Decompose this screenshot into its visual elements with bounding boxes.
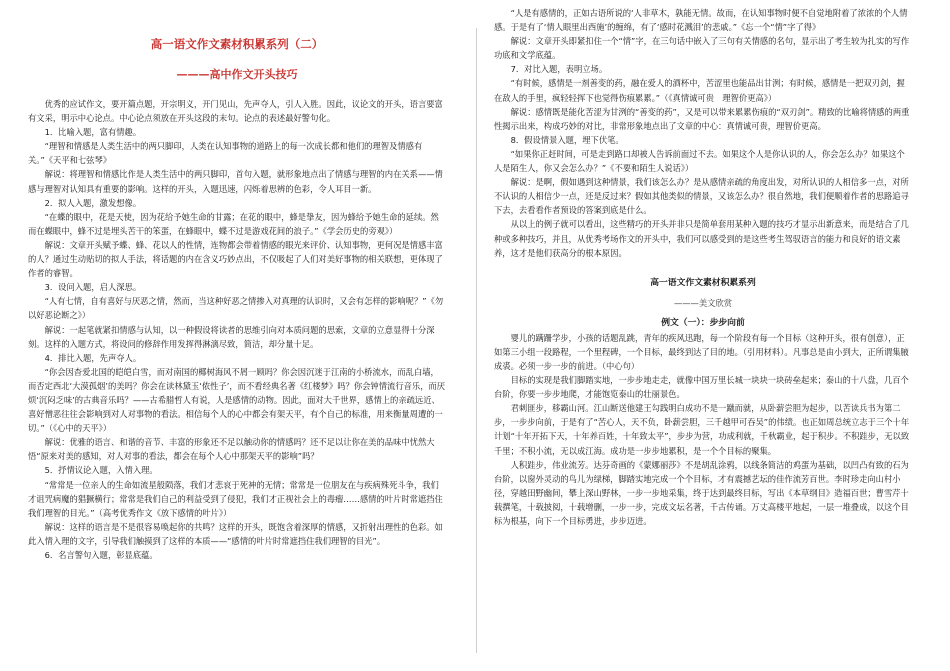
example-title: 例文（一）：步步向前 [661, 318, 745, 329]
method-2-note: 解说：文章开头赋予蝶、蜂、花以人的性情，连物都会带着情感的眼光来评价、认知事物，更何况是情感丰富的人？通过生动贴切的拟人手法，将话题的内在含义巧妙点出，不仅吸起了人们对美好事物的相关联想，更体现了作者的睿智。 [28, 239, 443, 279]
method-6-note: 解说：文章开头即紧扣住一个“情”字，在三句话中嵌入了三句有关情感的名句，显示出了考生较为扎实的写作功底和文学底蕴。 [494, 36, 910, 61]
method-7-note: 解说：感情既是能化苦涩为甘洌的“善变的药”，又是可以带来累累伤痕的“双刃剑”。精致的比喻将情感的两重性揭示出来，构成巧妙的对比，非常形象地点出了文章的中心：真情诚可贵，理智价更高。 [494, 106, 910, 131]
method-8-heading: 8．假设情景入题，埋下伏笔。 [510, 134, 624, 145]
left-column [28, 0, 446, 562]
method-6-heading: 6．名言警句入题，彰显底蕴。 [44, 550, 158, 560]
method-5-quote: “常常是一位亲人的生命如流星般陨落，我们才悲哀于死神的无情；常常是一位朋友在与疾病殊死斗争，我们才诅咒病魔的猖獗横行；常常是我们自己的利益受到了侵犯，我们才正视社会上的毒瘤……感情的叶片时常遮挡住我们理智的目光。”（高考优秀作文《放下感情的叶片》） [28, 479, 443, 518]
document-subtitle: ———高中作文开头技巧 [176, 68, 298, 81]
section-2-title: 高一语文作文素材积累系列 [650, 277, 756, 288]
method-4-quote: “你会因杳爱北国的皑皑白雪，而对南国的椰树海风不屑一顾吗？你会因沉迷于江南的小桥流水，而乱白墙，而否定西北‘大漠孤烟’的美吗？你会在读林黛玉‘侬性子’，而不看经典名著《红楼梦》吗？你会钟情流行音乐，而厌烦‘沉闷乏味’的古典音乐吗？——古希腊哲人有说，人是感情的动物。因此，面对大千世界，感情上的亲疏远近、喜好憎恶往往会影响到对人对事物的看法。相信每个人的心中都会有架天平，有个自己的标准，用来衡量周遭的一切。”（《心中的天平》） [28, 366, 446, 434]
method-2-quote: “在蝶的眼中，花是天使，因为花给予她生命的甘露；在花的眼中，蜂是挚友，因为蜂给予她生命的延续。然而在蝶眼中，蜂不过是埋头苦干的笨蛋，在蜂眼中，蝶不过是游戏花间的浪子。”《学会历史的旁观》） [28, 211, 439, 236]
example-paragraph-4: 人积跬步，伟业流芳。达芬奇画的《蒙娜丽莎》不是胡乱涂鸦，以线条简洁的鸡蛋为基础，以凹凸有致的石为台阶，以窗外灵动的鸟儿为绿梯，脚踏实地完成一个个目标，才有震撼艺坛的佳作流芳百世。李时珍走向山村小径，穿越田野幽间，攀上深山野林，一步一步地采集，终于达到最终目标，写出《本草纲目》造福百世；曹雪芹十载撰笔，十载披阅，十载增删，一步一步，完成文坛名著，千古传诵。万丈高楼平地起，一层一堆叠成，以这个目标为根基，向下一个目标勇进，步步迈进。 [494, 459, 909, 526]
document-title: 高一语文作文素材积累系列（二） [150, 37, 324, 51]
method-8-note: 解说：是啊，假如遇到这种情景，我们该怎么办？是从感情亲疏的角度出发，对所认识的人相信多一点，对所不认识的人相信少一点，还是反过来？假如其他类似的情景，又该怎么办？很自然地，我们便顺着作者的思路追寻下去，去看看作者预设的答案到底是什么。 [494, 177, 909, 216]
method-1-note: 解说：将理智和情感比作是人类生活中的两只脚印，首句入题，就形象地点出了情感与理智的内在关系——情感与理智对认知具有重要的影响。这样的开头，入题迅速，闪烁着思辨的色彩，令人耳目一新。 [28, 169, 443, 194]
method-3-heading: 3．设问入题，启人深思。 [44, 282, 142, 293]
method-1-quote: “理智和情感是人类生活中的两只脚印，人类在认知事物的道路上的每一次成长都和他们的理智及情感有关。”《天平和七弦琴》 [28, 141, 423, 166]
example-paragraph-1: 婴儿的蹒跚学步，小孩的话题乱跳，青年的疾风迅跑，每一个阶段有每一个目标（这种开头，很有创意），正如第三小组一段路程，一个里程碑，一个目标，最终到达了目的地。（引用材料）。凡事总是由小到大，正所谓集腋成裘。必须一步一步的前进。（中心句） [494, 332, 909, 371]
intro-paragraph: 优秀的应试作文，要开篇点题，开宗明义，开门见山，先声夺人，引人入胜。因此，议论文的开头，语言要富有文采，明示中心论点。中心论点须放在开头这段的末句。论点的表述最好警句化。 [28, 99, 443, 124]
method-7-quote: “有时候，感情是一剂善变的药，融在爱人的酒杯中，苦涩里也能品出甘洌；有时候，感情是一把双刃剑，握在敌人的手里，疯轻轻挥下也觉得伤痕累累。”（《真情诚可贵 理智价更高》） [494, 78, 905, 103]
method-5-note: 解说：这样的语言是不是很容易唤起你的共鸣？这样的开头，既饱含着深厚的情感，又折射出理性的色彩。如此入情入理的文字，引导我们触摸到了这样的本质——“感情的叶片时常遮挡住我们理智的目光”。 [28, 521, 443, 546]
method-5-heading: 5．抒情议论入题，入情入理。 [44, 465, 158, 476]
method-8-quote: “如果你正赶时间，可是走到路口却被人告诉前面过不去。如果这个人是你认识的人，你会怎么办？如果这个人是陌生人，你又会怎么办？”《不要和陌生人说话》） [494, 148, 905, 174]
method-3-note: 解说：一起笔就紧扣情感与认知，以一种假设将读者的思维引向对本质问题的思索，文章的立意显得十分深刻。这样的入题方式，将设问的修辞作用发挥得淋漓尽致，简洁，却分量十足。 [28, 324, 435, 349]
example-paragraph-3: 君刺匪步，移霸山河。江山断送他建王勾践明白成功不是一蹴而就，从卧薪尝胆为起步，以苦读兵书为第二步，一步步向前，于是有了“苦心人，天不负，卧薪尝胆，三千越甲可吞吴”的伟绩。也正如周总统立志于三个十年计划“十年开拓下天，十年养百姓，十年致太平”，步步为营，功成利就，千秋霸业，起于积步。不积跬步，无以致千里；不积小流，无以成江海。成功是一步步地累积，是一个个目标的聚集。 [494, 403, 910, 456]
method-7-heading: 7．对比入题，表明立场。 [510, 64, 608, 75]
method-4-note: 解说：优雅的语言、和谐的音节、丰富的形象还不足以触动你的情感吗？还不足以让你在美的品味中忧然大悟“原来对美的感知，对人对事的看法，都会在每个人心中那架天平的影响”吗？ [28, 437, 435, 462]
column-divider [476, 28, 477, 653]
method-3-quote: “人有七情，自有喜好与厌恶之情，然而，当这种好恶之情掺入对真理的认识时，又会有怎样的影响呢？”《勿以好恶论断之》） [28, 296, 444, 321]
method-2-heading: 2．拟人入题，激发想像。 [44, 197, 142, 208]
method-1-heading: 1．比喻入题，富有情趣。 [44, 127, 142, 138]
summary-paragraph: 从以上的例子就可以看出，这些精巧的开头并非只是简单套用某种入题的技巧才显示出新意来，而是结合了几种或多种技巧，并且，从优秀考场作文的开头中，我们可以感受到的是这些考生驾驭语言的能力和良好的语文素养，这才是他们获高分的根本原因。 [494, 219, 909, 258]
method-4-heading: 4．排比入题，先声夺人。 [44, 352, 142, 363]
method-6-quote: “人是有感情的，正如古语所说的‘人非草木，孰能无情。故而，在认知事物时便不自觉地附着了浓浓的个人情感。于是有了‘情人眼里出西施’的缠绵，有了‘感时花溅泪’的悲戚。”《忘一个“情”字了得》 [494, 8, 908, 33]
section-2-subtitle: ———美文欣赏 [673, 298, 733, 309]
example-paragraph-2: 目标的实现是我们脚踏实地，一步步地走走，就像中国万里长城一块块一块砖垒起来；泰山的十八盘，几百个台阶，你要一步步地爬，才能饱览泰山的壮丽景色。 [494, 375, 909, 400]
right-column [494, 0, 912, 528]
